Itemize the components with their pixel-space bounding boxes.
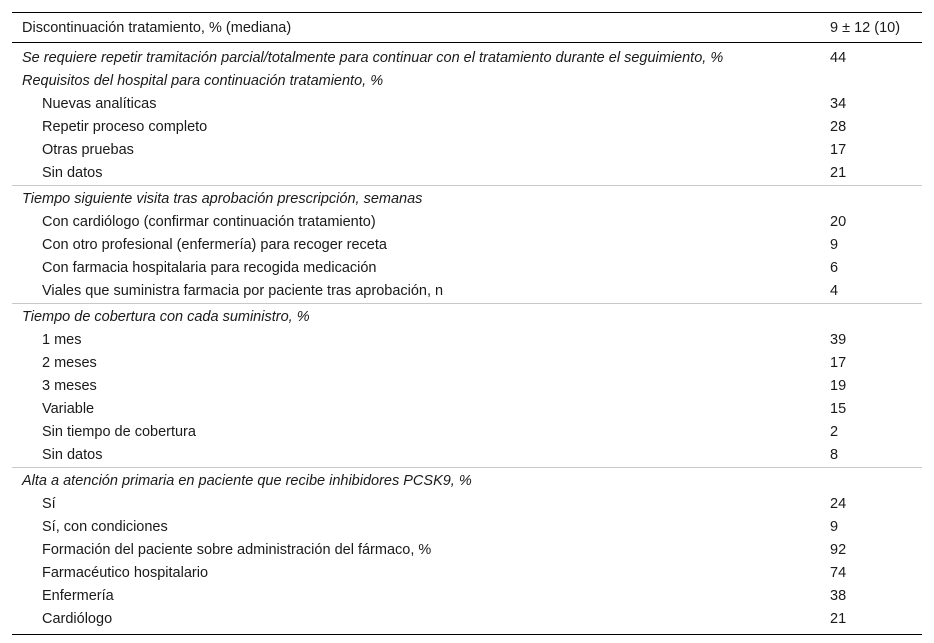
row-value: 21 bbox=[830, 164, 847, 181]
row-label: Enfermería bbox=[42, 587, 114, 604]
row-value: 2 bbox=[830, 423, 839, 440]
row-value: 19 bbox=[830, 377, 847, 394]
table-row bbox=[12, 279, 922, 302]
row-label: Viales que suministra farmacia por paciente tras aprobación, n bbox=[42, 282, 444, 299]
row-label: Tiempo siguiente visita tras aprobación prescripción, semanas bbox=[22, 190, 423, 207]
row-value: 17 bbox=[830, 141, 847, 158]
table-row bbox=[12, 351, 922, 374]
table-row bbox=[12, 210, 922, 233]
table-row bbox=[12, 328, 922, 351]
row-label: Tiempo de cobertura con cada suministro, % bbox=[22, 308, 310, 325]
table-group-coverage bbox=[12, 305, 922, 468]
row-label: Con otro profesional (enfermería) para recoger receta bbox=[42, 236, 387, 253]
row-label: Alta a atención primaria en paciente que recibe inhibidores PCSK9, % bbox=[22, 472, 472, 489]
row-label: Cardiólogo bbox=[42, 610, 113, 627]
row-value: 38 bbox=[830, 587, 847, 604]
row-label: Sin datos bbox=[42, 446, 103, 463]
row-value: 34 bbox=[830, 95, 847, 112]
row-label: Nuevas analíticas bbox=[42, 95, 157, 112]
table-row bbox=[12, 46, 922, 69]
row-label: 2 meses bbox=[42, 354, 97, 371]
table-group-requirements bbox=[12, 46, 922, 186]
table-header-row bbox=[12, 13, 922, 43]
row-value: 8 bbox=[830, 446, 839, 463]
row-label: Otras pruebas bbox=[42, 141, 134, 158]
table-row bbox=[12, 420, 922, 443]
table-row bbox=[12, 138, 922, 161]
row-label: Se requiere repetir tramitación parcial/totalmente para continuar con el tratamiento durante el seguimiento, % bbox=[22, 49, 724, 66]
row-value: 28 bbox=[830, 118, 847, 135]
table-row bbox=[12, 584, 922, 607]
row-label: Sin datos bbox=[42, 164, 103, 181]
table-row bbox=[12, 374, 922, 397]
row-value: 21 bbox=[830, 610, 847, 627]
row-value: 39 bbox=[830, 331, 847, 348]
row-value: 24 bbox=[830, 495, 847, 512]
row-label: Sí bbox=[42, 495, 56, 512]
table-row bbox=[12, 256, 922, 279]
row-value: 74 bbox=[830, 564, 847, 581]
table-row bbox=[12, 115, 922, 138]
row-label: Sí, con condiciones bbox=[42, 518, 168, 535]
table-row bbox=[12, 492, 922, 515]
row-label: 3 meses bbox=[42, 377, 97, 394]
row-label: Farmacéutico hospitalario bbox=[42, 564, 209, 581]
row-label: Repetir proceso completo bbox=[42, 118, 208, 135]
row-value: 4 bbox=[830, 282, 839, 299]
row-value: 17 bbox=[830, 354, 847, 371]
row-label: Con cardiólogo (confirmar continuación tratamiento) bbox=[42, 213, 376, 230]
row-value: 15 bbox=[830, 400, 847, 417]
row-value: 20 bbox=[830, 213, 847, 230]
header-label: Discontinuación tratamiento, % (mediana) bbox=[22, 19, 292, 36]
table-row bbox=[12, 469, 922, 492]
table-row bbox=[12, 443, 922, 466]
row-label: Sin tiempo de cobertura bbox=[42, 423, 196, 440]
data-table bbox=[12, 12, 922, 635]
table-row bbox=[12, 187, 922, 210]
row-label: Requisitos del hospital para continuación tratamiento, % bbox=[22, 72, 384, 89]
row-value: 92 bbox=[830, 541, 847, 558]
table-row bbox=[12, 92, 922, 115]
table-row bbox=[12, 161, 922, 184]
row-value: 6 bbox=[830, 259, 839, 276]
row-value: 44 bbox=[830, 49, 847, 66]
row-label: 1 mes bbox=[42, 331, 82, 348]
table-row bbox=[12, 305, 922, 328]
table-group-primary-care bbox=[12, 469, 922, 634]
table-row bbox=[12, 69, 922, 92]
row-value: 9 bbox=[830, 236, 839, 253]
row-label: Formación del paciente sobre administración del fármaco, % bbox=[42, 541, 432, 558]
header-value: 9 ± 12 (10) bbox=[830, 19, 901, 36]
table-row bbox=[12, 607, 922, 630]
table-row bbox=[12, 538, 922, 561]
row-value: 9 bbox=[830, 518, 839, 535]
table-group-next-visit bbox=[12, 187, 922, 304]
table-row bbox=[12, 233, 922, 256]
table-row bbox=[12, 397, 922, 420]
row-label: Con farmacia hospitalaria para recogida medicación bbox=[42, 259, 377, 276]
row-label: Variable bbox=[42, 400, 95, 417]
table-row bbox=[12, 561, 922, 584]
table-row bbox=[12, 515, 922, 538]
